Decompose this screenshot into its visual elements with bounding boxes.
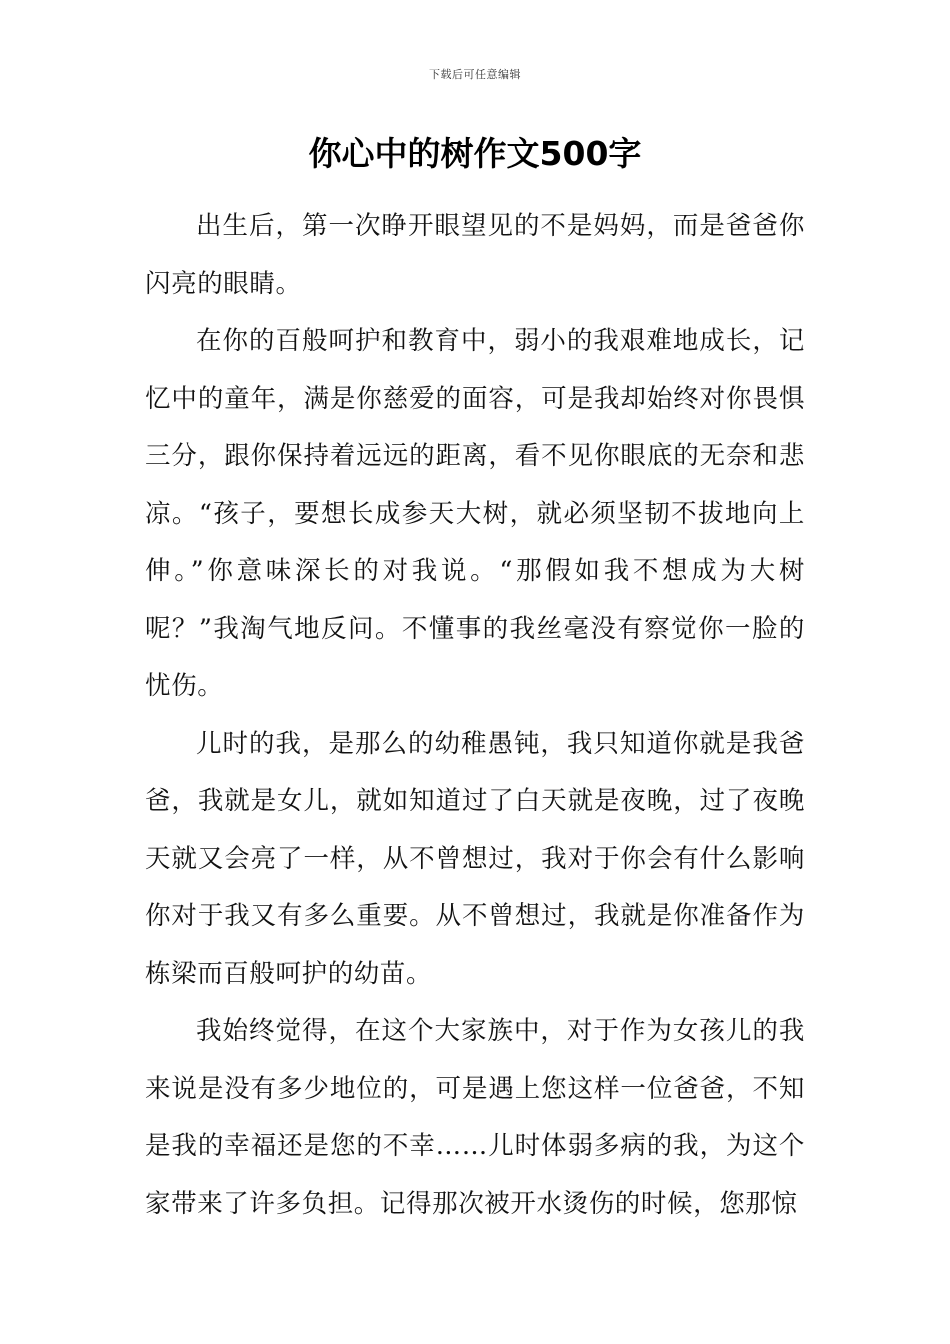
- header-note: 下载后可任意编辑: [429, 68, 521, 81]
- paragraph-4: 我始终觉得，在这个大家族中，对于作为女孩儿的我来说是没有多少地位的，可是遇上您这样一位爸爸，不知是我的幸福还是您的不幸……儿时体弱多病的我，为这个家带来了许多负担。记得那次被开水烫伤的时候，您那惊: [145, 1016, 805, 1219]
- paragraph-2: 在你的百般呵护和教育中，弱小的我艰难地成长，记忆中的童年，满是你慈爱的面容，可是我却始终对你畏惧三分，跟你保持着远远的距离，看不见你眼底的无奈和悲凉。“孩子，要想长成参天大树，就必须坚韧不拔地向上伸。”你意味深长的对我说。“那假如我不想成为大树呢？”我淘气地反问。不懂事的我丝毫没有察觉你一脸的忧伤。: [145, 326, 805, 701]
- paragraph-1: 出生后，第一次睁开眼望见的不是妈妈，而是爸爸你闪亮的眼睛。: [145, 211, 805, 299]
- paragraph-3: 儿时的我，是那么的幼稚愚钝，我只知道你就是我爸爸，我就是女儿，就如知道过了白天就是夜晚，过了夜晚天就又会亮了一样，从不曾想过，我对于你会有什么影响你对于我又有多么重要。从不曾想过，我就是你准备作为栋梁而百般呵护的幼苗。: [145, 728, 805, 989]
- document-title: 你心中的树作文500字: [308, 134, 642, 173]
- document-body: [145, 198, 805, 1233]
